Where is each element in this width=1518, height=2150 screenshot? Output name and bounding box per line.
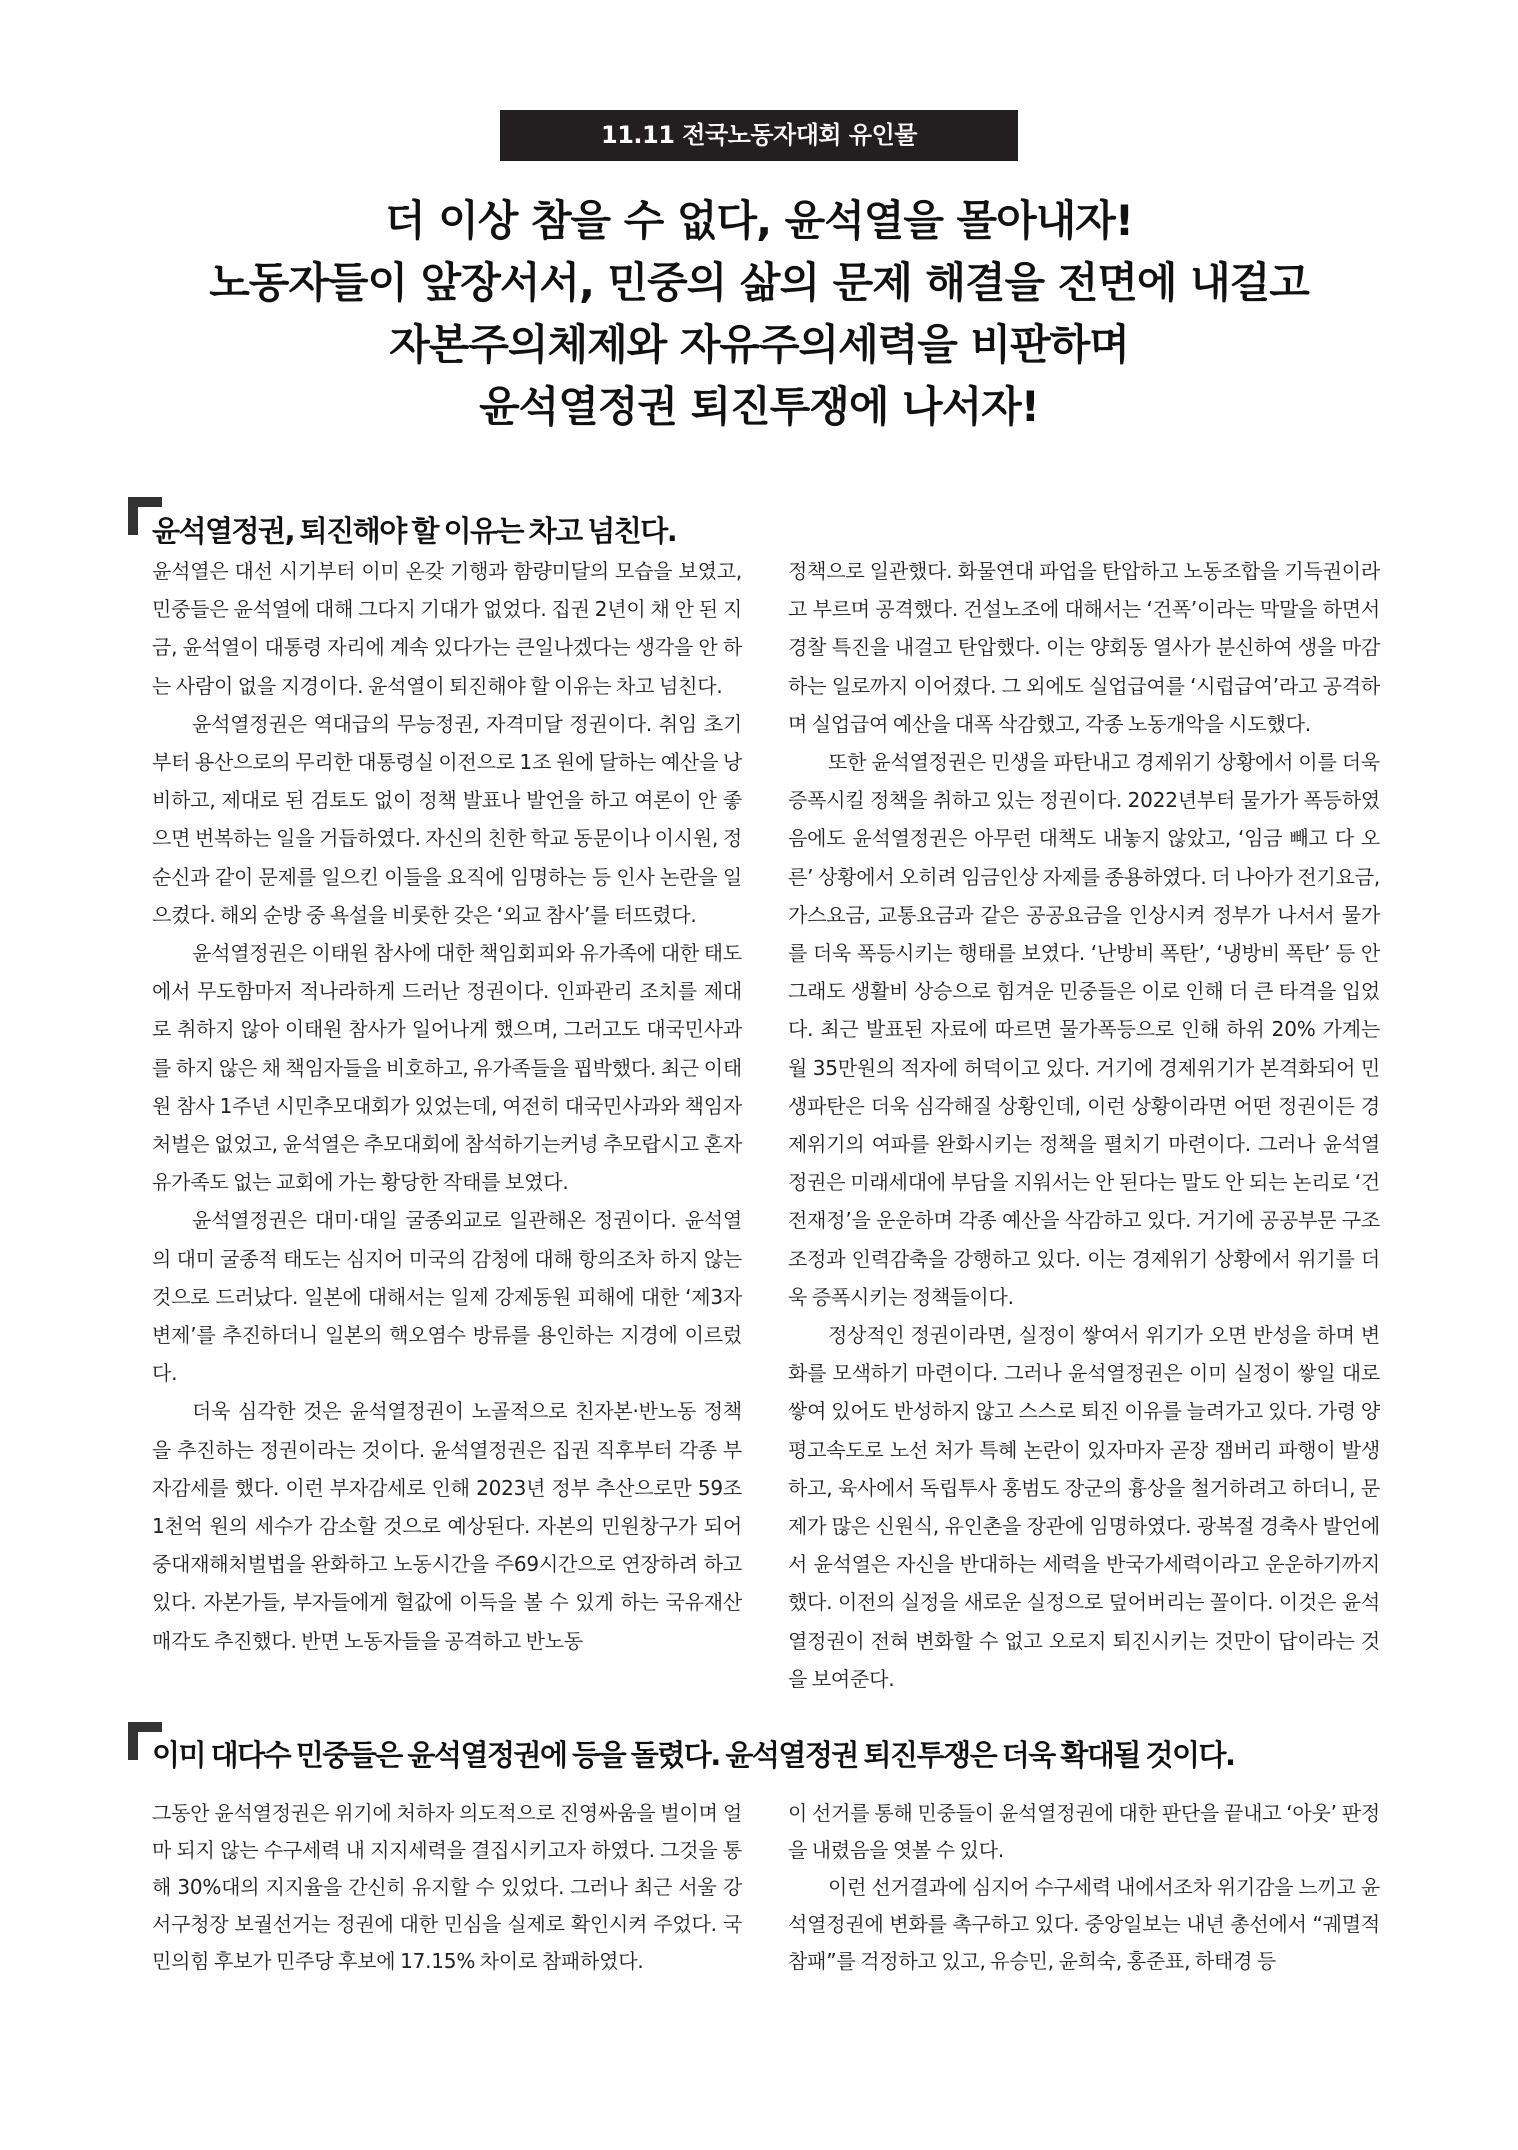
- paragraph: 윤석열은 대선 시기부터 이미 온갖 기행과 함량미달의 모습을 보였고, 민중들은 윤석열에 대해 그다지 기대가 없었다. 집권 2년이 채 안 된 지금, 윤석열이 대통령 자리에 계속 있다가는 큰일나겠다는 생각을 안 하는 사람이 없을 지경이다. 윤석열이 퇴진해야 할 이유는 차고 넘친다.: [152, 559, 742, 698]
- page-title: [0, 190, 1518, 438]
- column-right: [788, 552, 1380, 1698]
- paragraph: 정책으로 일관했다. 화물연대 파업을 탄압하고 노동조합을 기득권이라고 부르며 공격했다. 건설노조에 대해서는 ‘건폭’이라는 막말을 하면서 경찰 특진을 내걸고 탄압했다. 이는 양회동 열사가 분신하여 생을 마감하는 일로까지 이어졌다. 그 외에도 실업급여를 ‘시럽급여’라고 공격하며 실업급여 예산을 대폭 삭감했고, 각종 노동개악을 시도했다.: [788, 559, 1380, 736]
- column-left: [152, 552, 742, 1698]
- column-left: [152, 1795, 742, 1980]
- title-line: 자본주의체제와 자유주의세력을 비판하며: [389, 320, 1129, 369]
- section-heading-text: 이미 대다수 민중들은 윤석열정권에 등을 돌렸다. 윤석열정권 퇴진투쟁은 더욱 확대될 것이다.: [152, 1738, 1235, 1773]
- section-body: [152, 552, 1380, 1698]
- event-badge: 11.11 전국노동자대회 유인물: [500, 110, 1018, 161]
- title-line: 더 이상 참을 수 없다, 윤석열을 몰아내자!: [385, 196, 1133, 245]
- paragraph: 또한 윤석열정권은 민생을 파탄내고 경제위기 상황에서 이를 더욱 증폭시킬 정책을 취하고 있는 정권이다. 2022년부터 물가가 폭등하였음에도 윤석열정권은 아무런 대책도 내놓지 않았고, ‘임금 빼고 다 오른’ 상황에서 오히려 임금인상 자제를 종용하였다. 더 나아가 전기요금, 가스요금, 교통요금과 같은 공공요금을 인상시켜 정부가 나서서 물가를 더욱 폭등시키는 행태를 보였다. ‘난방비 폭탄’, ‘냉방비 폭탄’ 등 안 그래도 생활비 상승으로 힘겨운 민중들은 이로 인해 더 큰 타격을 입었다. 최근 발표된 자료에 따르면 물가폭등으로 인해 하위 20% 가계는 월 35만원의 적자에 허덕이고 있다. 거기에 경제위기가 본격화되어 민생파탄은 더욱 심각해질 상황인데, 이런 상황이라면 어떤 정권이든 경제위기의 여파를 완화시키는 정책을 펼치기 마련이다. 그러나 윤석열정권은 미래세대에 부담을 지워서는 안 된다는 말도 안 되는 논리로 ‘건전재정’을 운운하며 각종 예산을 삭감하고 있다. 거기에 공공부문 구조조정과 인력감축을 강행하고 있다. 이는 경제위기 상황에서 위기를 더욱 증폭시키는 정책들이다.: [788, 750, 1380, 1309]
- paragraph: 그동안 윤석열정권은 위기에 처하자 의도적으로 진영싸움을 벌이며 얼마 되지 않는 수구세력 내 지지세력을 결집시키고자 하였다. 그것을 통해 30%대의 지지율을 간신히 유지할 수 있었다. 그러나 최근 서울 강서구청장 보궐선거는 정권에 대한 민심을 실제로 확인시켜 주었다. 국민의힘 후보가 민주당 후보에 17.15% 차이로 참패하였다.: [152, 1801, 742, 1974]
- paragraph: 윤석열정권은 이태원 참사에 대한 책임회피와 유가족에 대한 태도에서 무도함마저 적나라하게 드러난 정권이다. 인파관리 조치를 제대로 취하지 않아 이태원 참사가 일어나게 했으며, 그러고도 대국민사과를 하지 않은 채 책임자들을 비호하고, 유가족들을 핍박했다. 최근 이태원 참사 1주년 시민추모대회가 있었는데, 여전히 대국민사과와 책임자 처벌은 없었고, 윤석열은 추모대회에 참석하기는커녕 추모랍시고 혼자 유가족도 없는 교회에 가는 황당한 작태를 보였다.: [152, 941, 742, 1195]
- section-heading-text: 윤석열정권, 퇴진해야 할 이유는 차고 넘친다.: [152, 514, 677, 548]
- column-right: [788, 1795, 1380, 1980]
- corner-bracket-icon: [128, 497, 162, 535]
- paragraph: 이런 선거결과에 심지어 수구세력 내에서조차 위기감을 느끼고 윤석열정권에 변화를 촉구하고 있다. 중앙일보는 내년 총선에서 “궤멸적 참패”를 걱정하고 있고, 유승민, 윤희숙, 홍준표, 하태경 등: [788, 1875, 1380, 1974]
- title-line: 노동자들이 앞장서서, 민중의 삶의 문제 해결을 전면에 내걸고: [209, 258, 1309, 307]
- paragraph: 더욱 심각한 것은 윤석열정권이 노골적으로 친자본·반노동 정책을 추진하는 정권이라는 것이다. 윤석열정권은 집권 직후부터 각종 부자감세를 했다. 이런 부자감세로 인해 2023년 정부 추산으로만 59조 1천억 원의 세수가 감소할 것으로 예상된다. 자본의 민원창구가 되어 중대재해처벌법을 완화하고 노동시간을 주69시간으로 연장하려 하고 있다. 자본가들, 부자들에게 헐값에 이득을 볼 수 있게 하는 국유재산 매각도 추진했다. 반면 노동자들을 공격하고 반노동: [152, 1399, 742, 1653]
- corner-bracket-icon: [128, 1722, 162, 1760]
- title-line: 윤석열정권 퇴진투쟁에 나서자!: [479, 382, 1039, 431]
- paragraph: 정상적인 정권이라면, 실정이 쌓여서 위기가 오면 반성을 하며 변화를 모색하기 마련이다. 그러나 윤석열정권은 이미 실정이 쌓일 대로 쌓여 있어도 반성하지 않고 스스로 퇴진 이유를 늘려가고 있다. 가령 양평고속도로 노선 처가 특혜 논란이 있자마자 곧장 잼버리 파행이 발생하고, 육사에서 독립투사 홍범도 장군의 흉상을 철거하려고 하더니, 문제가 많은 신원식, 유인촌을 장관에 임명하였다. 광복절 경축사 발언에서 윤석열은 자신을 반대하는 세력을 반국가세력이라고 운운하기까지 했다. 이전의 실정을 새로운 실정으로 덮어버리는 꼴이다. 이것은 윤석열정권이 전혀 변화할 수 없고 오로지 퇴진시키는 것만이 답이라는 것을 보여준다.: [788, 1323, 1380, 1691]
- section-body: [152, 1795, 1380, 1980]
- paragraph: 이 선거를 통해 민중들이 윤석열정권에 대한 판단을 끝내고 ‘아웃’ 판정을 내렸음을 엿볼 수 있다.: [788, 1801, 1380, 1863]
- paragraph: 윤석열정권은 역대급의 무능정권, 자격미달 정권이다. 취임 초기부터 용산으로의 무리한 대통령실 이전으로 1조 원에 달하는 예산을 낭비하고, 제대로 된 검토도 없이 정책 발표나 발언을 하고 여론이 안 좋으면 번복하는 일을 거듭하였다. 자신의 친한 학교 동문이나 이시원, 정순신과 같이 문제를 일으킨 이들을 요직에 임명하는 등 인사 논란을 일으켰다. 해외 순방 중 욕설을 비롯한 갖은 ‘외교 참사’를 터뜨렸다.: [152, 711, 742, 927]
- section-heading: [152, 497, 1380, 551]
- section-heading: [152, 1722, 1380, 1775]
- paragraph: 윤석열정권은 대미·대일 굴종외교로 일관해온 정권이다. 윤석열의 대미 굴종적 태도는 심지어 미국의 감청에 대해 항의조차 하지 않는 것으로 드러났다. 일본에 대해서는 일제 강제동원 피해에 대한 ‘제3자 변제’를 추진하더니 일본의 핵오염수 방류를 용인하는 지경에 이르렀다.: [152, 1208, 742, 1386]
